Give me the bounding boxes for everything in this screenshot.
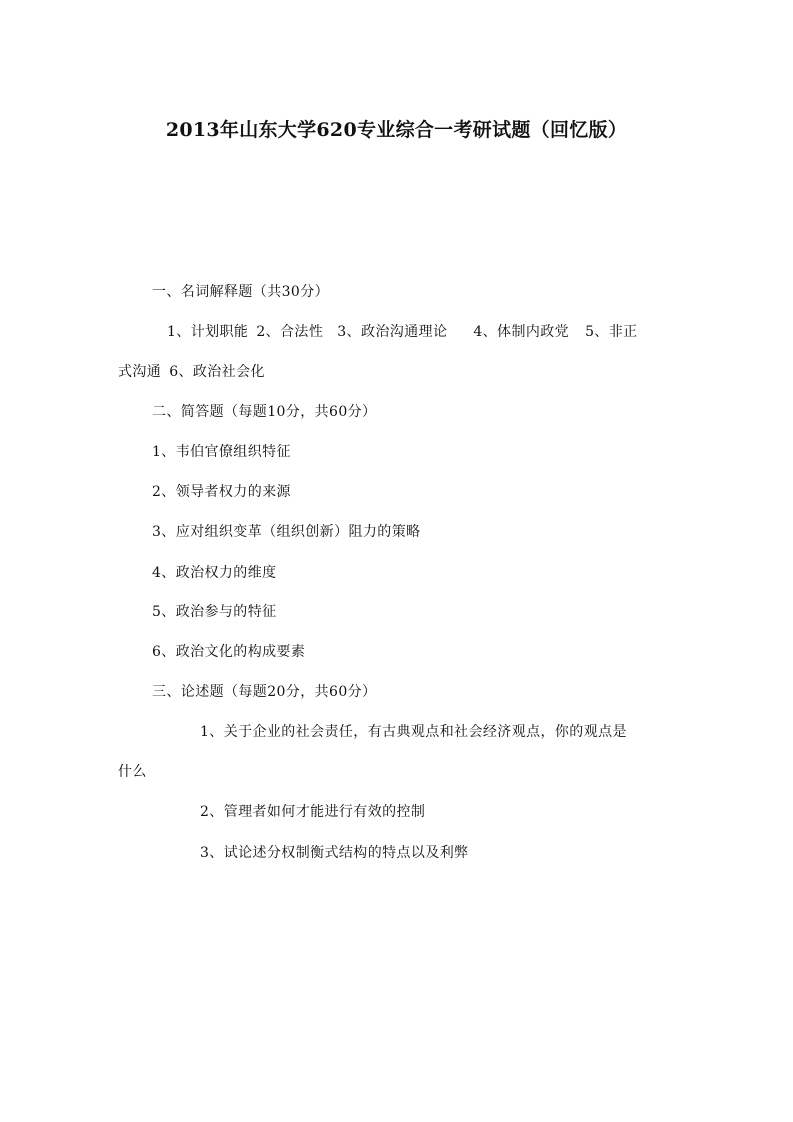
section1-items-line [167, 321, 638, 343]
section3-item-continuation: 什么 [118, 764, 147, 780]
section1-item: 1、计划职能 [167, 324, 249, 340]
section1-items-continuation [118, 361, 265, 383]
section3-heading: 三、论述题（每题20分，共60分） [152, 684, 377, 700]
section1-item: 3、政治沟通理论 [337, 324, 448, 340]
section3-item: 3、试论述分权制衡式结构的特点以及利弊 [200, 845, 469, 861]
document-title: 2013年山东大学620专业综合一考研试题（回忆版） [165, 119, 628, 141]
section1-item: 式沟通 [118, 364, 162, 380]
section2-item: 5、政治参与的特征 [152, 604, 277, 620]
section2-item: 1、韦伯官僚组织特征 [152, 444, 291, 460]
section2-item: 2、领导者权力的来源 [152, 484, 291, 500]
section1-item: 6、政治社会化 [169, 364, 265, 380]
section2-item: 4、政治权力的维度 [152, 565, 277, 581]
section1-item: 4、体制内政党 [473, 324, 570, 340]
section2-heading: 二、简答题（每题10分，共60分） [152, 404, 377, 420]
section2-item: 3、应对组织变革（组织创新）阻力的策略 [152, 524, 421, 540]
section3-item: 2、管理者如何才能进行有效的控制 [200, 804, 426, 820]
section1-item: 5、非正 [585, 324, 638, 340]
section2-item: 6、政治文化的构成要素 [152, 644, 306, 660]
section1-item: 2、合法性 [256, 324, 324, 340]
section1-heading: 一、名词解释题（共30分） [152, 284, 330, 300]
section3-item: 1、关于企业的社会责任，有古典观点和社会经济观点，你的观点是 [200, 724, 627, 740]
